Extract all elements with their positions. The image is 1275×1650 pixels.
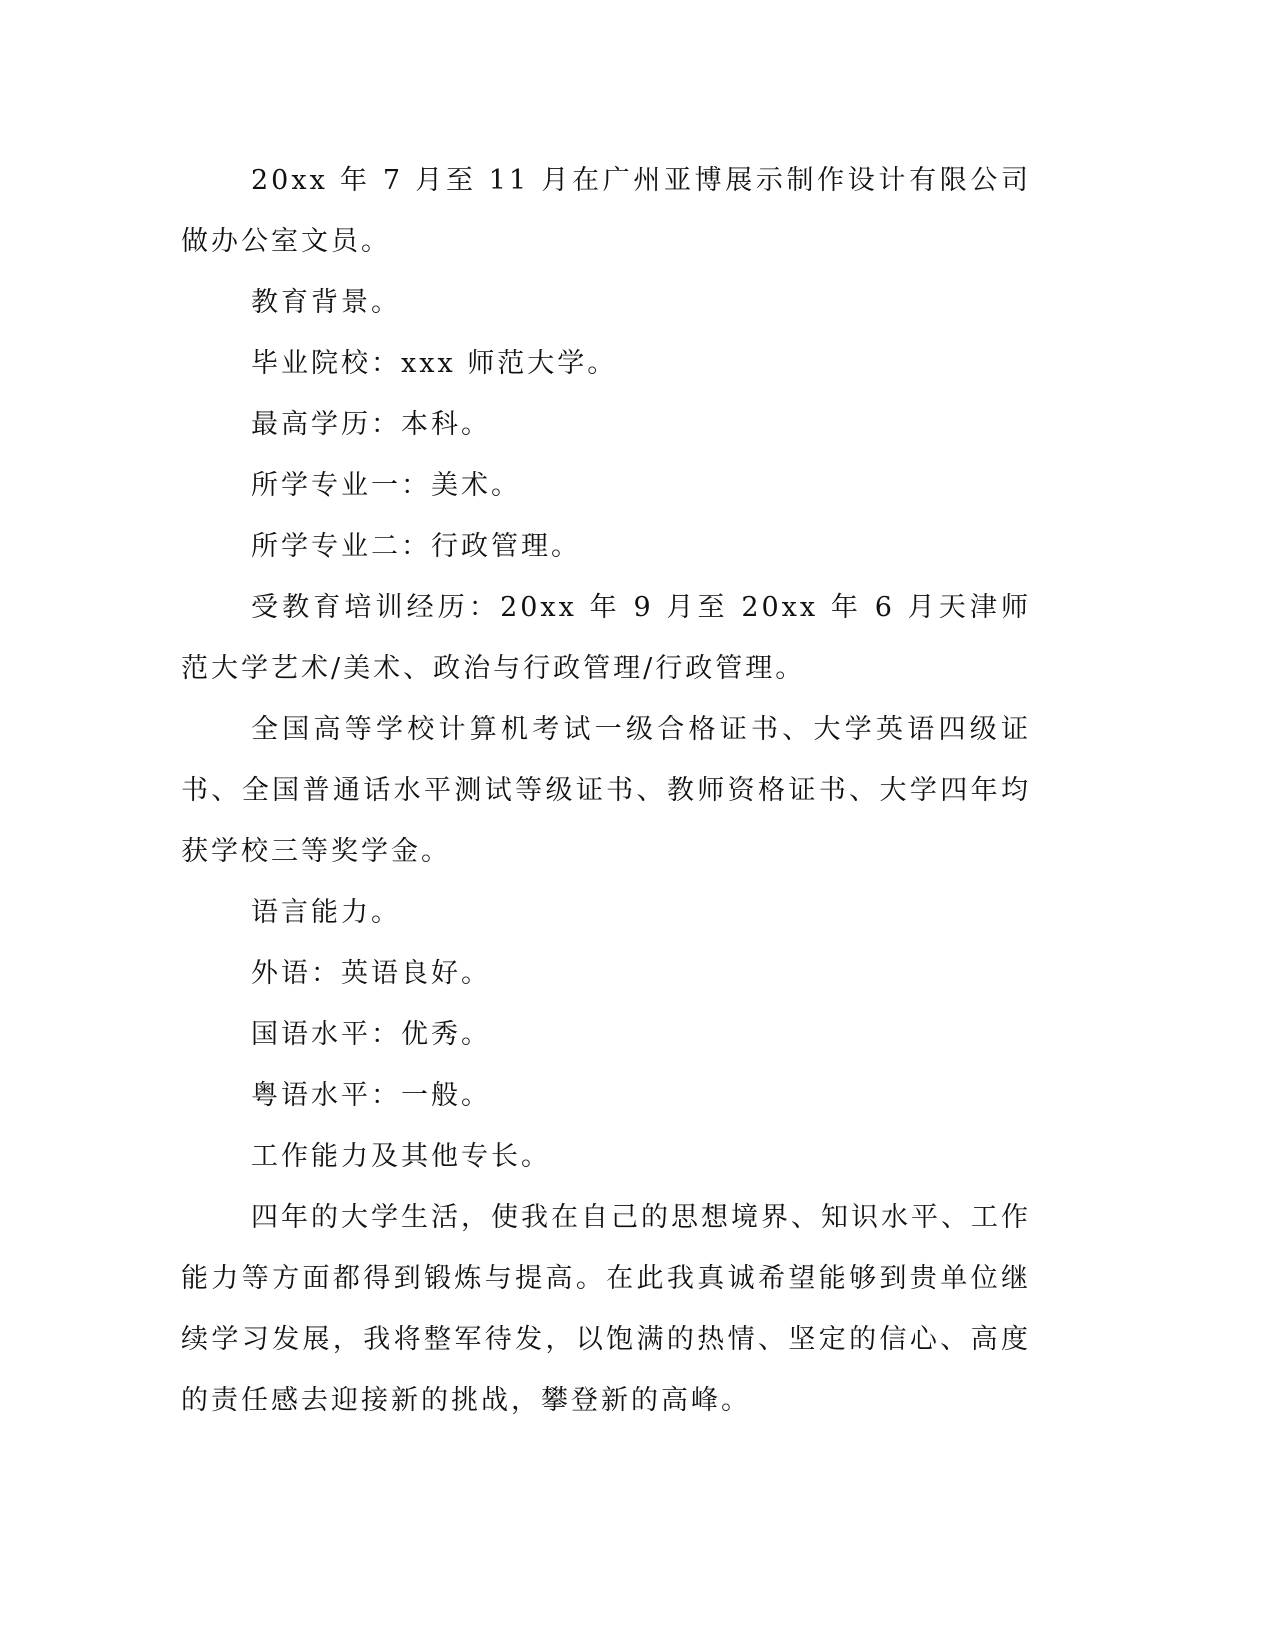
paragraph-mandarin-level: 国语水平：优秀。 — [251, 1019, 491, 1050]
paragraph-work-experience: 20xx 年 7 月至 11 月在广州亚博展示制作设计有限公司做办公室文员。 — [181, 165, 1031, 257]
paragraph-major-two: 所学专业二：行政管理。 — [251, 531, 581, 562]
paragraph-cantonese-level: 粤语水平：一般。 — [251, 1080, 491, 1111]
paragraph-graduated-school: 毕业院校：xxx 师范大学。 — [251, 348, 618, 379]
paragraph-self-assessment: 四年的大学生活，使我在自己的思想境界、知识水平、工作能力等方面都得到锻炼与提高。在此我真诚希望能够到贵单位继续学习发展，我将整军待发，以饱满的热情、坚定的信心、高度的责任感去迎接新的挑战，攀登新的高峰。 — [181, 1202, 1031, 1416]
document-body — [181, 150, 1031, 1431]
paragraph-foreign-language: 外语：英语良好。 — [251, 958, 491, 989]
paragraph-certificates: 全国高等学校计算机考试一级合格证书、大学英语四级证书、全国普通话水平测试等级证书、教师资格证书、大学四年均获学校三等奖学金。 — [181, 714, 1031, 867]
heading-education-background: 教育背景。 — [251, 287, 401, 318]
heading-work-ability: 工作能力及其他专长。 — [251, 1141, 551, 1172]
heading-language-ability: 语言能力。 — [251, 897, 401, 928]
paragraph-major-one: 所学专业一：美术。 — [251, 470, 521, 501]
paragraph-training-history: 受教育培训经历：20xx 年 9 月至 20xx 年 6 月天津师范大学艺术/美术、政治与行政管理/行政管理。 — [181, 592, 1031, 684]
paragraph-highest-degree: 最高学历：本科。 — [251, 409, 491, 440]
